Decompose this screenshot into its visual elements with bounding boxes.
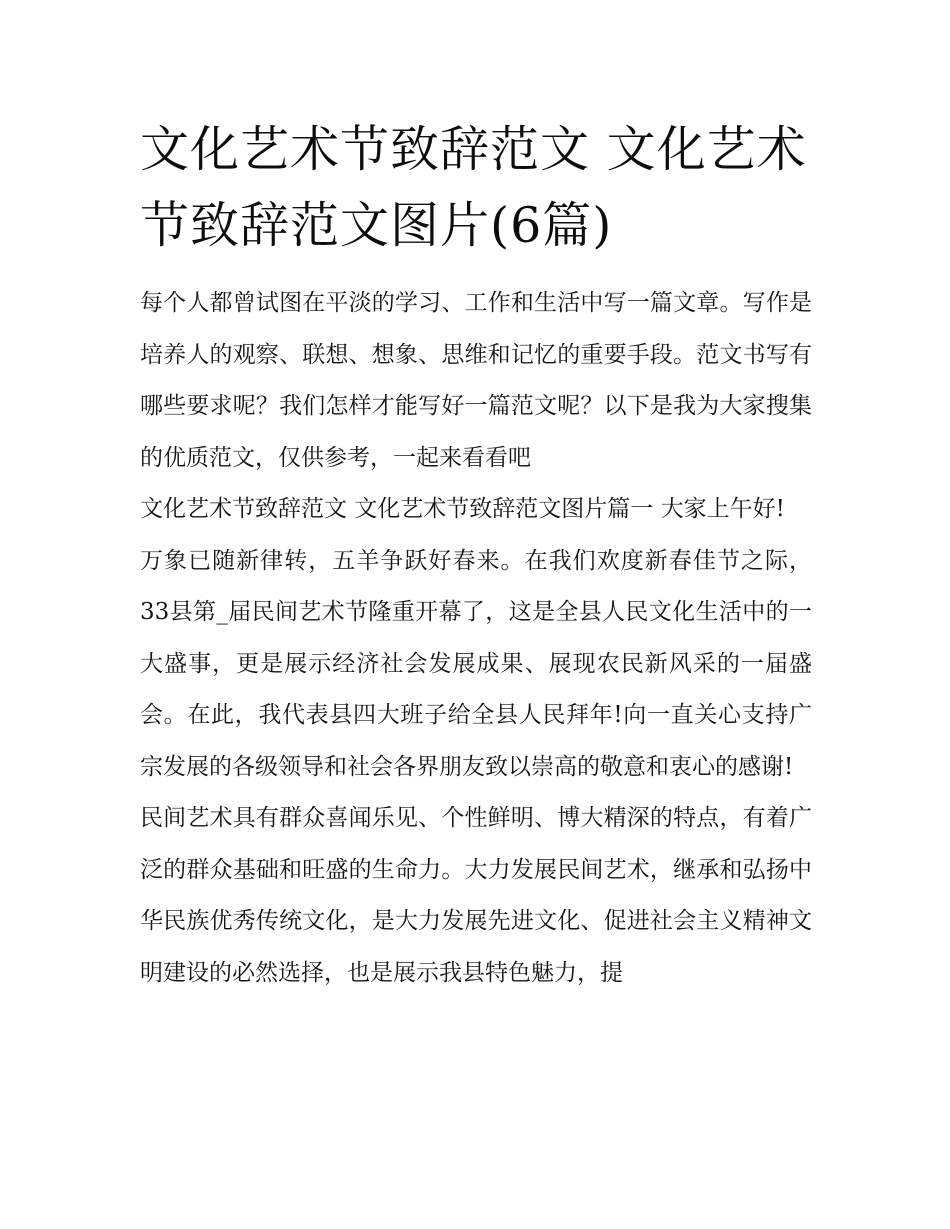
paragraph-section-heading: 文化艺术节致辞范文 文化艺术节致辞范文图片篇一 大家上午好! bbox=[140, 496, 785, 522]
document-body bbox=[140, 278, 812, 999]
paragraph-folk-art: 民间艺术具有群众喜闻乐见、个性鲜明、博大精深的特点，有着广泛的群众基础和旺盛的生命力。大力发展民间艺术，继承和弘扬中华民族优秀传统文化，是大力发展先进文化、促进社会主义精神文明建设的必然选择，也是展示我县特色魅力，提 bbox=[140, 805, 812, 986]
document-content bbox=[140, 112, 812, 999]
paragraph-opening: 万象已随新律转，五羊争跃好春来。在我们欢度新春佳节之际，33县第_届民间艺术节隆重开幕了，这是全县人民文化生活中的一大盛事，更是展示经济社会发展成果、展现农民新风采的一届盛会。在此，我代表县四大班子给全县人民拜年!向一直关心支持广宗发展的各级领导和社会各界朋友致以崇高的敬意和衷心的感谢! bbox=[140, 547, 812, 780]
document-title: 文化艺术节致辞范文 文化艺术节致辞范文图片(6篇) bbox=[140, 121, 807, 254]
paragraph-intro: 每个人都曾试图在平淡的学习、工作和生活中写一篇文章。写作是培养人的观察、联想、想象、思维和记忆的重要手段。范文书写有哪些要求呢？我们怎样才能写好一篇范文呢？以下是我为大家搜集的优质范文，仅供参考，一起来看看吧 bbox=[140, 290, 812, 471]
